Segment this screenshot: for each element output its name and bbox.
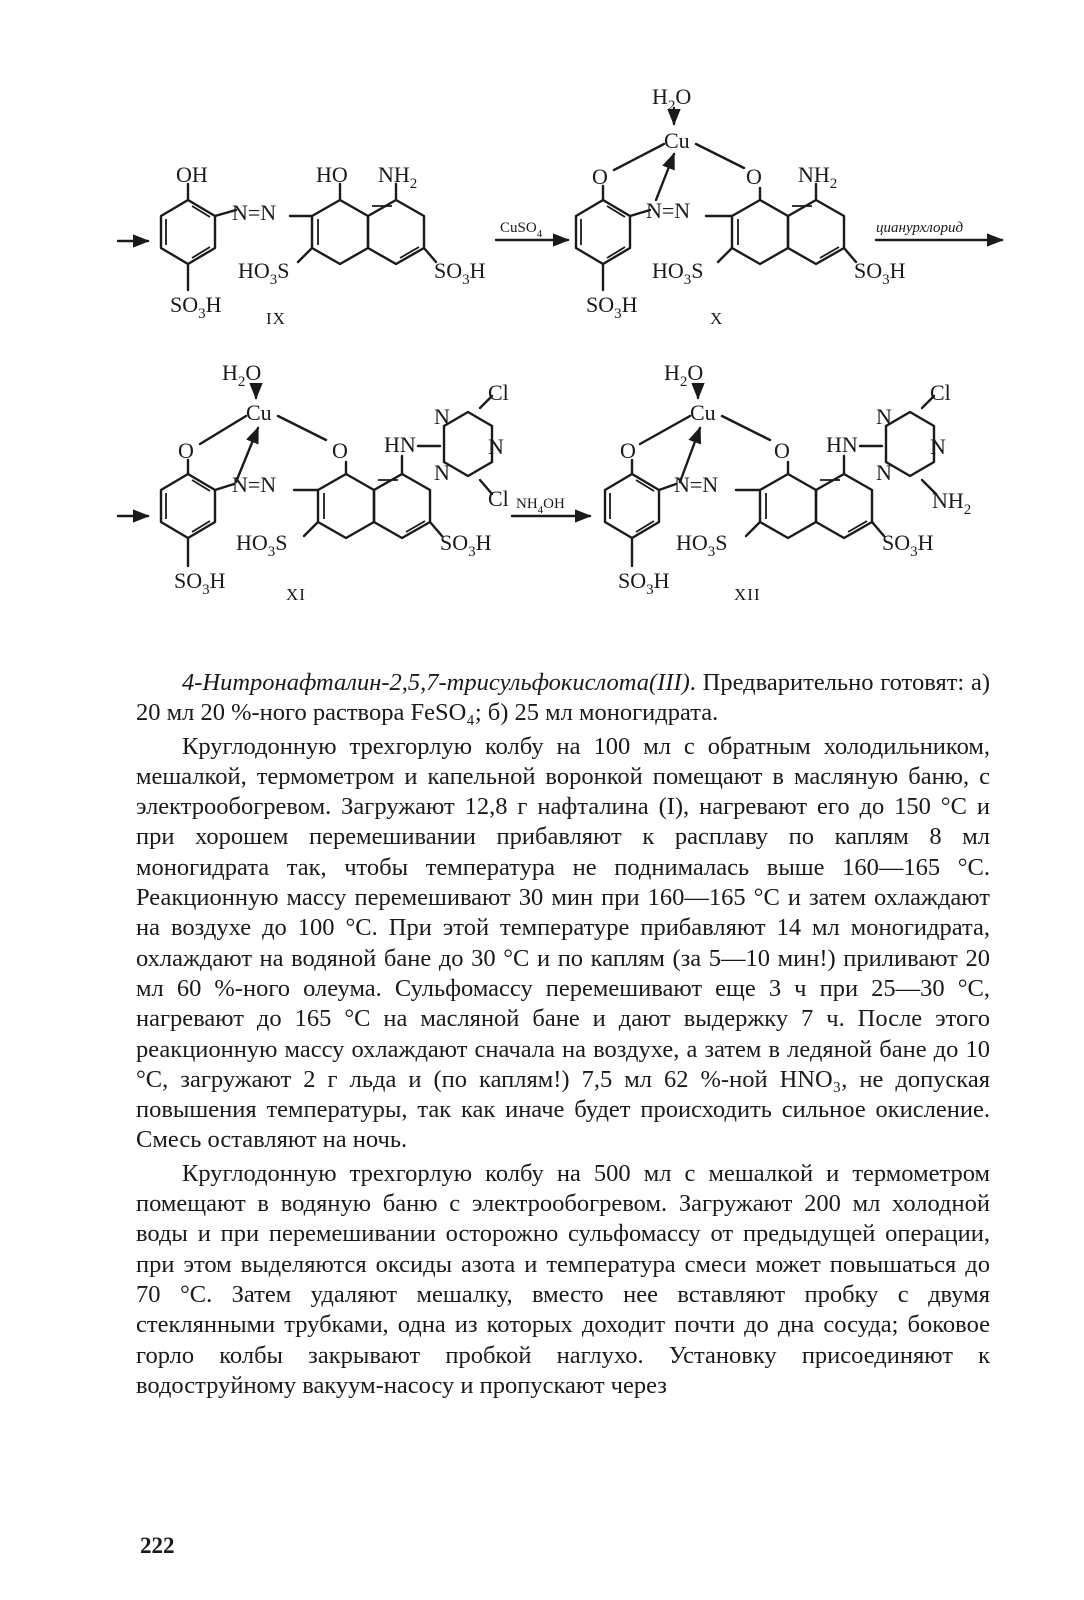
compound-title: 4-Нитронафталин-2,5,7-трисульфокислота — [182, 669, 649, 696]
svg-text:HO: HO — [316, 162, 348, 187]
page-number: 222 — [140, 1533, 175, 1558]
svg-text:O: O — [620, 438, 636, 463]
svg-text:HN: HN — [826, 432, 858, 457]
svg-text:SO3H: $SO_3H$ — [440, 530, 492, 560]
svg-text:SO3H: $SO_3H$ — [618, 568, 670, 598]
svg-text:Cl: Cl — [488, 380, 509, 405]
svg-text:Cu: Cu — [664, 128, 690, 153]
svg-text:HN: HN — [384, 432, 416, 457]
svg-text:Cl: Cl — [488, 486, 509, 511]
svg-text:N: N — [930, 434, 946, 459]
svg-text:N: N — [434, 404, 450, 429]
paragraph-2: Круглодонную трехгорлую колбу на 100 мл с обратным холодильником, мешалкой, термометром и капельной воронкой помещают в масляную баню, с электрообогревом. Загружают 12,8 г нафталина (I), нагревают его до 150 °С и при хорошем перемешивании прибавляют к расплаву по каплям 8 мл моногидрата так, чтобы температура не поднималась выше 160—165 °С. Реакционную массу перемешивают 30 мин при 160—165 °С и затем охлаждают на воздухе до 100 °С. При этой температуре прибавляют 14 мл моногидрата, охлаждают на водяной бане до 30 °С и по каплям (за 5—10 мин!) приливают 20 мл 60 %-ного олеума. Сульфомассу перемешивают еще 3 ч при 25—30 °С, нагревают до 165 °С на масляной бане и дают выдержку 7 ч. После этого реакционную массу охлаждают сначала на воздухе, а затем в ледяной бане до 10 °С, загружают 2 г льда и (по каплям!) 7,5 мл 62 %-ной HNO₃, не допуская повышения температуры, так как иначе будет происходить сильное окисление. Смесь оставляют на ночь. — [136, 732, 990, 1154]
compound-xi — [118, 360, 509, 604]
compound-label-xii: XII — [734, 585, 761, 604]
compound-label-xi: XI — [286, 585, 306, 604]
reagent-cuso4 — [496, 220, 568, 240]
svg-text:Cu: Cu — [246, 400, 272, 425]
body-text — [136, 668, 990, 1401]
svg-text:SO3H: $SO_3H$ — [882, 530, 934, 560]
svg-text:NH2: $NH_2$ — [378, 162, 418, 192]
svg-text:SO3H: $SO_3H$ — [170, 292, 222, 322]
svg-text:N: N — [876, 404, 892, 429]
paragraph-1 — [136, 668, 990, 729]
reaction-scheme — [0, 0, 1084, 650]
compound-ref: (III) — [649, 669, 690, 696]
compound-label-ix: IX — [266, 309, 286, 328]
svg-text:O: O — [746, 164, 762, 189]
reagent-nh4oh — [512, 496, 590, 516]
svg-text:SO3H: $SO_3H$ — [434, 258, 486, 288]
compound-label-x: X — [710, 309, 724, 328]
svg-text:N: N — [488, 434, 504, 459]
compound-x — [576, 84, 906, 328]
svg-text:O: O — [774, 438, 790, 463]
compound-ix — [118, 162, 486, 328]
svg-text:O: O — [592, 164, 608, 189]
paragraph-1-text: . Предварительно готовят: а) 20 мл 20 %-ного раствора FeSO₄; б) 25 мл моногидрата. — [136, 669, 990, 727]
svg-text:SO3H: $SO_3H$ — [174, 568, 226, 598]
svg-text:HO3S: $HO_3S$ — [236, 530, 288, 560]
svg-text:Cl: Cl — [930, 380, 951, 405]
svg-text:H2O: $H_2O$ — [222, 360, 262, 390]
svg-text:O: O — [332, 438, 348, 463]
svg-text:Cu: Cu — [690, 400, 716, 425]
svg-text:SO3H: $SO_3H$ — [586, 292, 638, 322]
svg-text:N: N — [434, 460, 450, 485]
svg-text:NH2: $NH_2$ — [932, 488, 972, 518]
svg-text:SO3H: $SO_3H$ — [854, 258, 906, 288]
svg-text:HO3S: $HO_3S$ — [676, 530, 728, 560]
azo-group-ix: N=N — [232, 200, 277, 225]
svg-text:O: O — [178, 438, 194, 463]
paragraph-3: Круглодонную трехгорлую колбу на 500 мл с мешалкой и термометром помещают в водяную баню с электрообогревом. Загружают 200 мл холодной воды и при перемешивании осторожно сульфомассу от предыдущей операции, при этом выделяются оксиды азота и температура смеси может повышаться до 70 °С. Затем удаляют мешалку, вместо нее вставляют пробку с двумя стеклянными трубками, одна из которых доходит почти до дна сосуда; боковое горло колбы закрывают пробкой наглухо. Установку присоединяют к водоструйному вакуум-насосу и пропускают через — [136, 1159, 990, 1399]
svg-text:HO3S: $HO_3S$ — [652, 258, 704, 288]
compound-xii — [605, 360, 971, 604]
reagent-cyanuric-chloride — [876, 220, 1002, 240]
svg-text:цианурхлорид: цианурхлорид — [876, 220, 964, 236]
svg-text:N=N: N=N — [232, 472, 277, 497]
svg-text:NH4OH: $NH_4OH$ — [516, 496, 565, 516]
svg-text:NH2: $NH_2$ — [798, 162, 838, 192]
svg-text:H2O: $H_2O$ — [664, 360, 704, 390]
svg-text:H2O: $H_2O$ — [652, 84, 692, 114]
svg-text:OH: OH — [176, 162, 208, 187]
svg-text:N: N — [876, 460, 892, 485]
svg-text:N=N: N=N — [646, 198, 691, 223]
svg-text:N=N: N=N — [674, 472, 719, 497]
svg-text:HO3S: $HO_3S$ — [238, 258, 290, 288]
svg-text:CuSO4: CuSO$_4$ — [500, 220, 543, 240]
